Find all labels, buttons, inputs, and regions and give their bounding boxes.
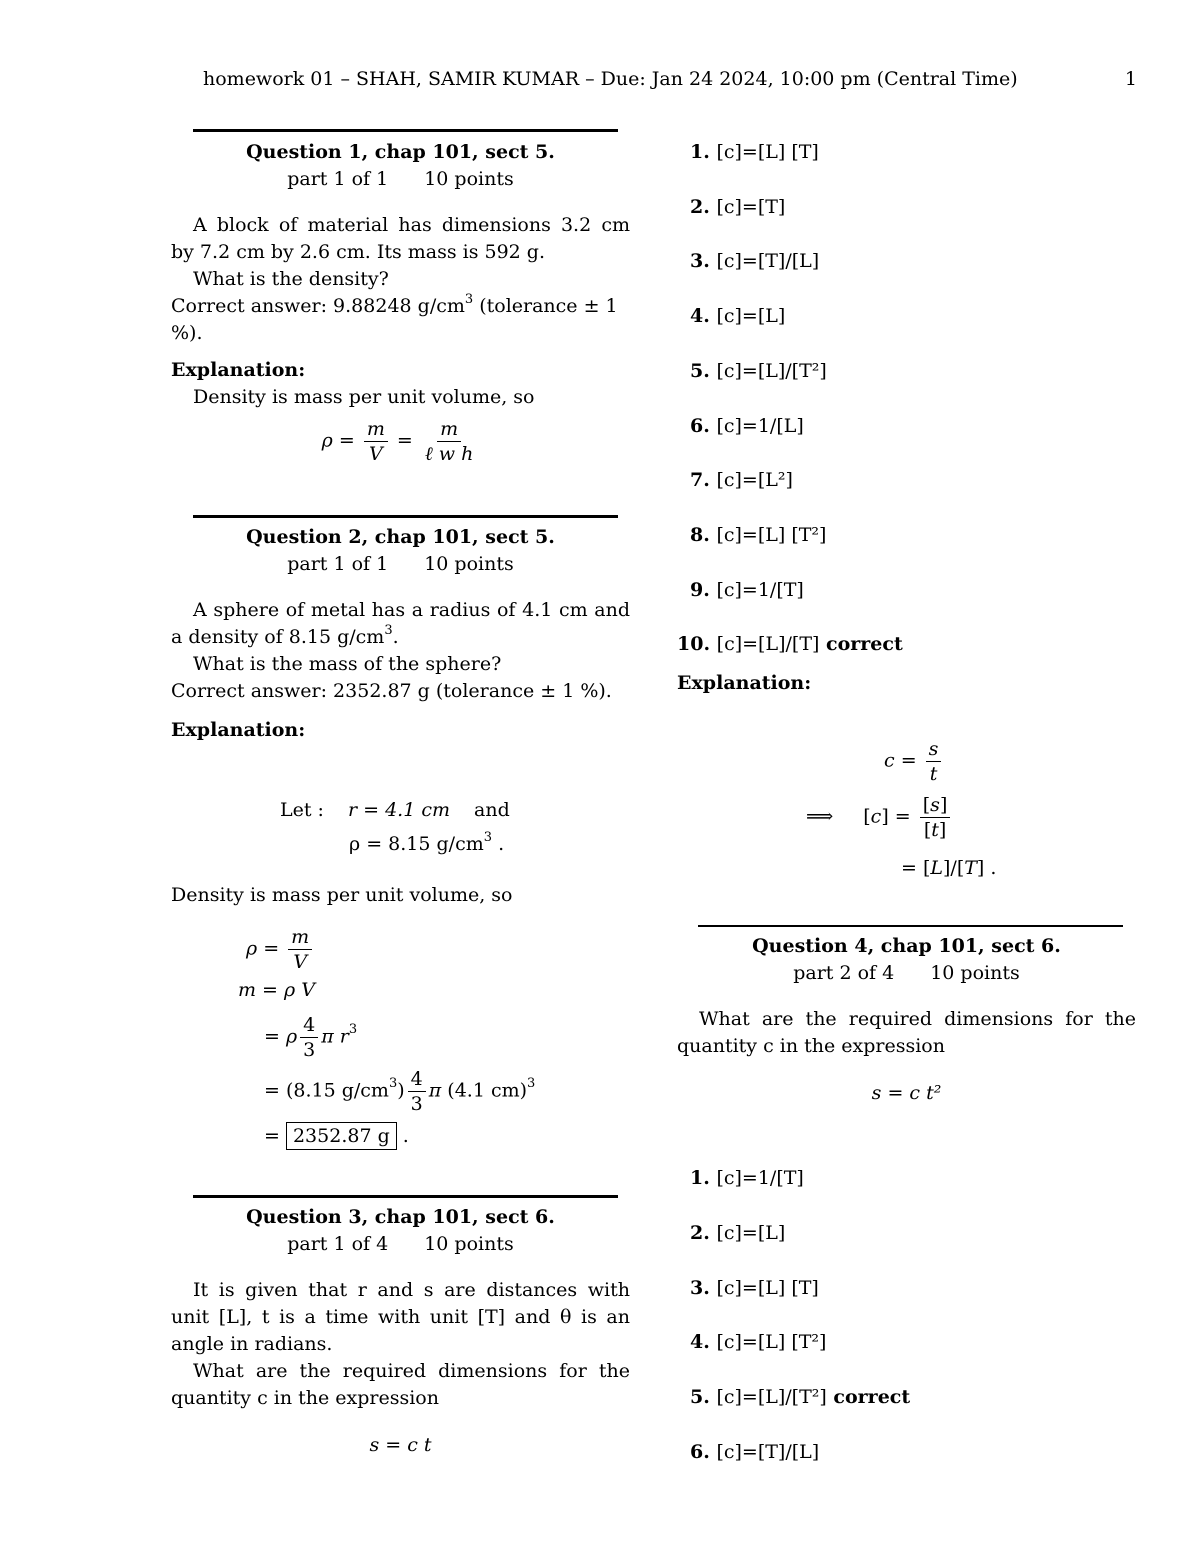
option-number: 3.: [690, 1276, 717, 1299]
answer-option[interactable]: [690, 139, 819, 166]
expression: s = c t: [369, 1434, 432, 1456]
option-number: 6.: [690, 414, 717, 437]
question-body: A sphere of metal has a radius of 4.1 cm and a density of 8.15 $g/cm^3$.: [171, 599, 630, 648]
question-part-line: [171, 551, 630, 578]
question-title: Question 1, chap 101, sect 5.: [246, 141, 555, 163]
correct-marker: correct: [819, 633, 903, 656]
question-divider: [698, 925, 1123, 927]
option-number: 9.: [690, 578, 717, 601]
question-part: part 1 of 4: [287, 1233, 389, 1255]
question-prompt: What are the required dimensions for the quantity c in the expression: [171, 1360, 630, 1409]
option-text: [c]=1/[L]: [716, 414, 804, 437]
correct-answer: Correct answer: 2352.87 g (tolerance ± 1 %).: [171, 680, 612, 702]
let-statement: Let : r = 4.1 cm and: [280, 799, 510, 821]
option-number: 2.: [690, 1221, 717, 1244]
question-divider: [193, 515, 618, 518]
answer-option[interactable]: [690, 303, 785, 330]
question-part-line: [677, 960, 1136, 987]
answer-option[interactable]: [690, 1439, 819, 1466]
question-1: [171, 139, 630, 466]
mass-result: = 2352.87 g .: [264, 1123, 409, 1150]
option-text: [c]=[L] [T²]: [716, 1331, 827, 1354]
correct-answer: Correct answer: 9.88248 $g/cm^3$ (tolerance ± 1 %).: [171, 291, 618, 344]
question-2: [171, 524, 630, 744]
mass-derivation: ρ = $\frac{m}{V}$: [246, 925, 315, 974]
question-part-line: [171, 166, 630, 193]
mass-step-1: m = ρ V: [238, 979, 315, 1001]
option-number: 2.: [690, 195, 717, 218]
dimension-result: = [L]/[T] .: [901, 857, 997, 879]
correct-marker: correct: [826, 1386, 911, 1409]
option-text: [c]=[L²]: [716, 469, 793, 492]
option-text: [c]=[L] [T]: [716, 141, 819, 163]
explanation-label: Explanation:: [171, 359, 306, 381]
option-number: 3.: [690, 250, 717, 273]
option-text: [c]=[L]/[T]: [716, 633, 820, 656]
question-part: part 2 of 4: [793, 962, 895, 984]
dimension-derivation: ⟹ [c] = $\frac{[s]}{[t]}$: [806, 793, 953, 842]
question-points: 10 points: [930, 962, 1020, 984]
answer-option[interactable]: [690, 467, 793, 494]
answer-option[interactable]: [690, 1275, 819, 1302]
explanation-text: Density is mass per unit volume, so: [171, 884, 513, 906]
explanation-text: Density is mass per unit volume, so: [193, 386, 535, 408]
option-text: [c]=[T]/[L]: [716, 1441, 820, 1463]
question-title: Question 4, chap 101, sect 6.: [752, 935, 1061, 957]
option-number: 1.: [690, 1167, 717, 1189]
option-number: 8.: [690, 523, 717, 546]
explanation-label: Explanation:: [171, 719, 306, 741]
answer-option[interactable]: [690, 522, 826, 549]
c-equals-s-over-t: c = $\frac{s}{t}$: [884, 737, 944, 786]
mass-step-2: = ρ $\frac{4}{3}$ π $r^3$: [264, 1014, 358, 1061]
option-text: [c]=[L]: [716, 305, 786, 328]
rho-value: ρ = 8.15 $g/cm^3$ .: [349, 829, 505, 855]
question-part: part 1 of 1: [287, 168, 389, 190]
option-number: 5.: [690, 359, 717, 382]
boxed-answer: 2352.87 g: [286, 1122, 397, 1150]
question-points: 10 points: [424, 553, 514, 575]
header-text: homework 01 – SHAH, SAMIR KUMAR – Due: Jan 24 2024, 10:00 pm (Central Time): [203, 68, 1018, 90]
page-number: 1: [1124, 68, 1137, 90]
answer-option[interactable]: [690, 1165, 804, 1192]
mass-step-3: = (8.15 $g/cm^3$) $\frac{4}{3}$ π (4.1 cm)$^3$: [264, 1068, 536, 1115]
answer-option[interactable]: [690, 577, 804, 604]
question-part: part 1 of 1: [287, 553, 389, 575]
answer-option[interactable]: [690, 1220, 785, 1247]
question-points: 10 points: [424, 1233, 514, 1255]
question-3: [171, 1204, 630, 1459]
question-4: [677, 933, 1136, 1107]
option-text: [c]=[T]/[L]: [716, 250, 820, 273]
answer-option[interactable]: [690, 194, 785, 221]
option-number: 7.: [690, 469, 717, 492]
answer-option[interactable]: [690, 1329, 826, 1356]
question-part-line: [171, 1231, 630, 1258]
option-text: [c]=[L]/[T²]: [716, 359, 827, 382]
explanation-label: Explanation:: [677, 672, 812, 694]
question-prompt: What are the required dimensions for the quantity c in the expression: [677, 1008, 1136, 1057]
question-divider: [193, 129, 618, 132]
question-prompt: What is the mass of the sphere?: [193, 653, 502, 675]
answer-option[interactable]: [690, 358, 827, 385]
density-formula: ρ = $\frac{m}{V}$ = $\frac{m}{\text{ℓ w h}}$: [321, 418, 474, 465]
option-number: 4.: [690, 1331, 717, 1354]
question-title: Question 2, chap 101, sect 5.: [246, 526, 555, 548]
answer-option[interactable]: [690, 1384, 910, 1411]
page-header: [203, 66, 1143, 93]
option-number: 6.: [690, 1441, 717, 1463]
answer-option[interactable]: [690, 248, 819, 275]
option-text: [c]=[L]: [716, 1221, 786, 1244]
option-text: [c]=1/[T]: [716, 1167, 804, 1189]
answer-option[interactable]: [677, 631, 903, 658]
question-points: 10 points: [424, 168, 514, 190]
question-title: Question 3, chap 101, sect 6.: [246, 1206, 555, 1228]
option-number: 4.: [690, 305, 717, 328]
question-body: It is given that r and s are distances with unit [L], t is a time with unit [T] and θ is an angle in radians.: [171, 1279, 630, 1355]
option-number: 5.: [690, 1386, 717, 1409]
option-text: [c]=[L] [T]: [716, 1276, 819, 1299]
option-text: [c]=[L]/[T²]: [716, 1386, 827, 1409]
option-text: [c]=[T]: [716, 195, 786, 218]
option-number: 1.: [690, 141, 717, 163]
question-body: A block of material has dimensions 3.2 cm by 7.2 cm by 2.6 cm. Its mass is 592 g.: [171, 214, 630, 263]
answer-option[interactable]: [690, 413, 804, 440]
option-number: 10.: [677, 633, 717, 656]
expression: s = c t²: [871, 1082, 942, 1104]
question-divider: [193, 1195, 618, 1198]
question-prompt: What is the density?: [193, 268, 389, 290]
option-text: [c]=1/[T]: [716, 578, 804, 601]
option-text: [c]=[L] [T²]: [716, 523, 827, 546]
